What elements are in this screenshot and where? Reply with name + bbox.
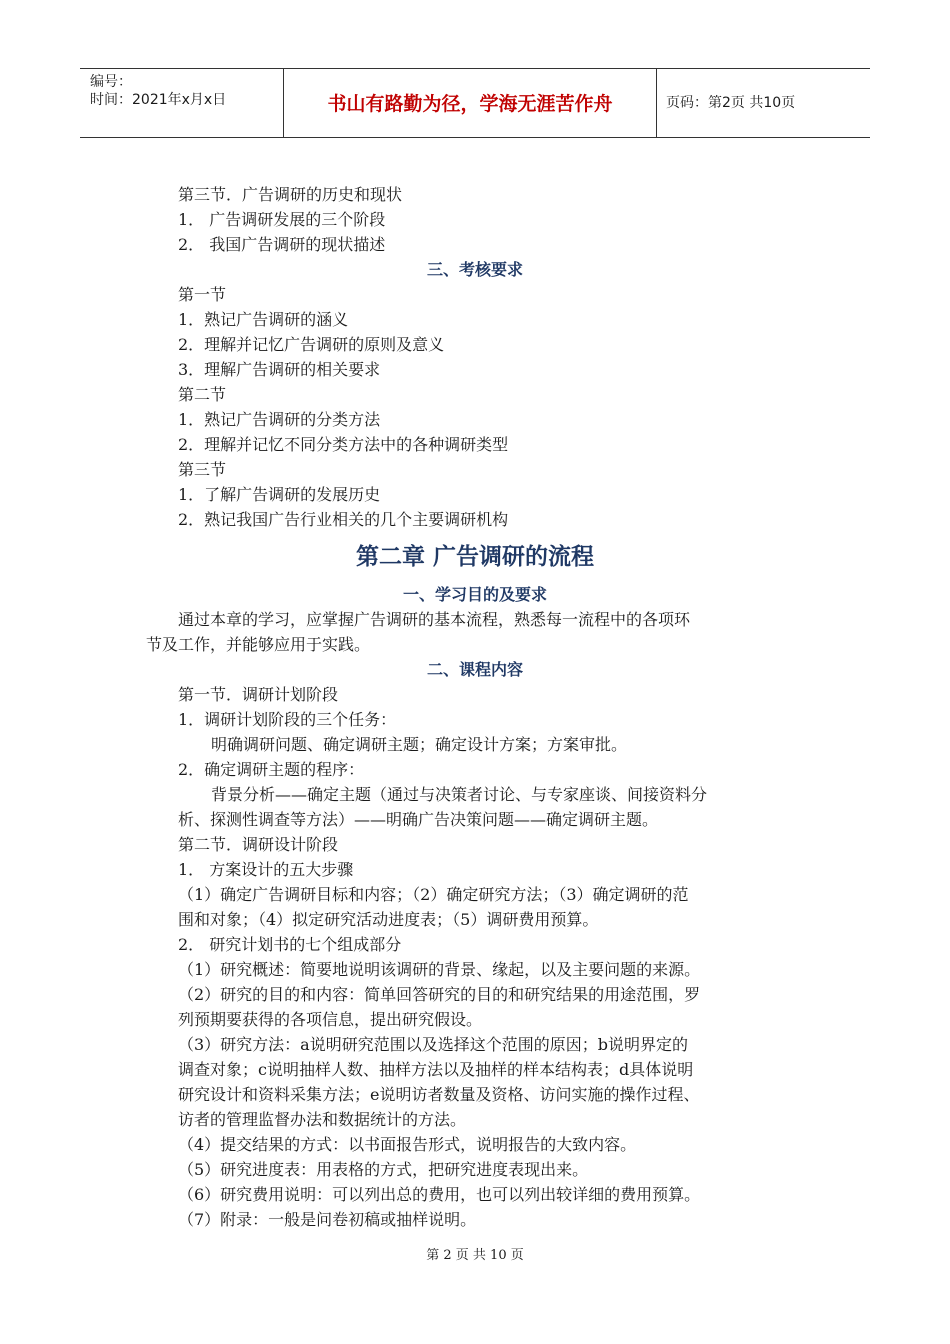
header-page-cell [656, 69, 870, 137]
list-item: 2． 研究计划书的七个组成部分 [178, 935, 402, 954]
list-item: 1．熟记广告调研的分类方法 [178, 410, 381, 429]
section-line: 第二节．调研设计阶段 [178, 835, 339, 854]
paragraph-line: （7）附录：一般是问卷初稿或抽样说明。 [178, 1210, 477, 1229]
paragraph-line: （2）研究的目的和内容：简单回答研究的目的和研究结果的用途范围，罗 [178, 985, 701, 1004]
paragraph-line: （6）研究费用说明：可以列出总的费用，也可以列出较详细的费用预算。 [178, 1185, 701, 1204]
paragraph-line: 列预期要获得的各项信息，提出研究假设。 [178, 1010, 483, 1029]
paragraph-line: 调查对象；c说明抽样人数、抽样方法以及抽样的样本结构表；d具体说明 [178, 1060, 694, 1079]
paragraph-line: （4）提交结果的方式：以书面报告形式，说明报告的大致内容。 [178, 1135, 637, 1154]
motto-text: 书山有路勤为径，学海无涯苦作舟 [327, 93, 613, 115]
list-item: 1．了解广告调研的发展历史 [178, 485, 381, 504]
heading-exam-requirements: 三、考核要求 [426, 260, 523, 279]
list-item: 2． 我国广告调研的现状描述 [178, 235, 386, 254]
chapter-title: 第二章 广告调研的流程 [355, 544, 594, 570]
list-item: 2．熟记我国广告行业相关的几个主要调研机构 [178, 510, 509, 529]
section-line: 第二节 [178, 385, 227, 404]
paragraph-line: 通过本章的学习，应掌握广告调研的基本流程，熟悉每一流程中的各项环 [178, 610, 691, 629]
section-line: 第三节．广告调研的历史和现状 [178, 185, 403, 204]
heading-learning-goals: 一、学习目的及要求 [402, 585, 547, 604]
section-line: 第三节 [178, 460, 227, 479]
header-motto-cell [283, 69, 657, 137]
list-item: 1．熟记广告调研的涵义 [178, 310, 349, 329]
paragraph-line: 节及工作，并能够应用于实践。 [146, 635, 371, 654]
section-line: 第一节 [178, 285, 227, 304]
page-footer: 第 2 页 共 10 页 [426, 1248, 524, 1263]
paragraph-line: 析、探测性调查等方法）——明确广告决策问题——确定调研主题。 [178, 810, 659, 829]
list-item: 1． 方案设计的五大步骤 [178, 860, 354, 879]
paragraph-line: 访者的管理监督办法和数据统计的方法。 [178, 1110, 467, 1129]
paragraph-line: 背景分析——确定主题（通过与决策者讨论、与专家座谈、间接资料分 [211, 785, 708, 804]
list-item: 2．理解并记忆不同分类方法中的各种调研类型 [178, 435, 509, 454]
paragraph-line: （3）研究方法：a说明研究范围以及选择这个范围的原因；b说明界定的 [178, 1035, 688, 1054]
page-header [80, 68, 870, 138]
paragraph-line: 围和对象；（4）拟定研究活动进度表；（5）调研费用预算。 [178, 910, 599, 929]
list-item: 2．理解并记忆广告调研的原则及意义 [178, 335, 445, 354]
section-line: 第一节．调研计划阶段 [178, 685, 339, 704]
paragraph-line: （1）研究概述：简要地说明该调研的背景、缘起，以及主要问题的来源。 [178, 960, 701, 979]
heading-course-content: 二、课程内容 [426, 660, 523, 679]
page-info: 页码：第2页 共10页 [666, 95, 796, 111]
list-item: 1． 广告调研发展的三个阶段 [178, 210, 386, 229]
header-meta-cell [80, 69, 283, 137]
list-item: 3．理解广告调研的相关要求 [178, 360, 381, 379]
paragraph-line: （5）研究进度表：用表格的方式，把研究进度表现出来。 [178, 1160, 589, 1179]
document-number-label: 编号： [90, 74, 132, 90]
paragraph-line: 明确调研问题、确定调研主题；确定设计方案；方案审批。 [211, 735, 628, 754]
list-item: 2．确定调研主题的程序： [178, 760, 365, 779]
document-date-label: 时间：2021年x月x日 [90, 92, 227, 108]
paragraph-line: 研究设计和资料采集方法；e说明访者数量及资格、访问实施的操作过程、 [178, 1085, 700, 1104]
list-item: 1．调研计划阶段的三个任务： [178, 710, 397, 729]
paragraph-line: （1）确定广告调研目标和内容；（2）确定研究方法；（3）确定调研的范 [178, 885, 689, 904]
